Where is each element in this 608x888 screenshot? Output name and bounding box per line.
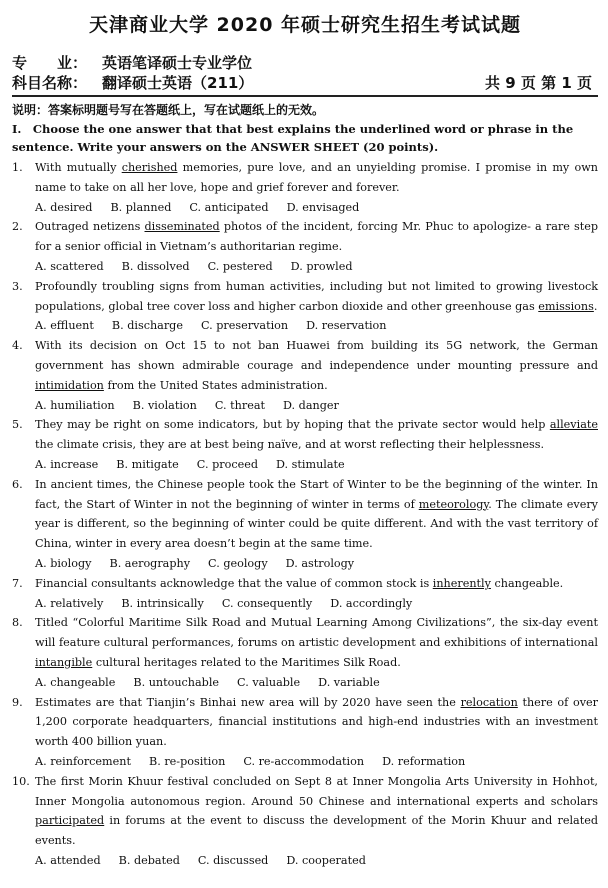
answer-option: A. reinforcement — [35, 754, 131, 768]
question-stem — [12, 475, 598, 554]
answer-option: D. reformation — [382, 754, 466, 768]
question-text — [35, 772, 598, 851]
major-row — [12, 53, 598, 73]
answer-option: B. mitigate — [116, 457, 179, 471]
question-list — [12, 158, 598, 871]
answer-option: A. scattered — [35, 259, 104, 273]
question-item — [12, 613, 598, 692]
question-number: 2. — [12, 220, 23, 234]
question-text-before: Profoundly troubling signs from human activities, including but not limited to growing livestock populations, global tree cover loss and higher carbon dioxide and other greenhouse gas — [35, 279, 598, 313]
answer-option: D. stimulate — [275, 457, 345, 471]
exam-title: 天津商业大学 2020 年硕士研究生招生考试试题 — [88, 14, 522, 36]
question-text-after: in forums at the event to discuss the development of the Morin Khuur and related events. — [35, 814, 598, 848]
answer-option: B. dissolved — [121, 259, 190, 273]
subject-row — [12, 73, 598, 93]
question-item — [12, 158, 598, 217]
answer-option: C. valuable — [237, 675, 301, 689]
answer-option: A. effluent — [35, 319, 94, 333]
answer-options — [12, 455, 598, 475]
question-text — [35, 277, 598, 317]
answer-option: B. untouchable — [133, 675, 220, 689]
question-number: 10. — [12, 774, 30, 788]
answer-options — [12, 257, 598, 277]
question-text-after: changeable. — [490, 576, 564, 590]
question-item — [12, 693, 598, 772]
question-text-after: from the United States administration. — [103, 378, 328, 392]
answer-note: 说明：答案标明题号写在答题纸上，写在试题纸上的无效。 — [12, 103, 325, 117]
answer-option: A. attended — [35, 853, 101, 867]
question-text-after: the climate crisis, they are at best being naïve, and at worst reflecting their helplessness. — [35, 438, 545, 452]
question-text-after: photos of the incident, forcing Mr. Phuc to apologize- a rare step for a senior official in Vietnam’s authoritarian regime. — [35, 220, 599, 254]
question-number: 4. — [12, 339, 23, 353]
answer-option: C. anticipated — [189, 200, 269, 214]
underlined-term: inherently — [432, 576, 491, 590]
underlined-term: alleviate — [549, 418, 598, 432]
answer-option: B. violation — [132, 398, 197, 412]
answer-option: C. proceed — [196, 457, 258, 471]
question-item — [12, 475, 598, 574]
answer-option: A. biology — [35, 556, 92, 570]
answer-option: C. pestered — [207, 259, 273, 273]
answer-option: D. cooperated — [286, 853, 366, 867]
question-text-before: Estimates are that Tianjin’s Binhai new area will by 2020 have seen the — [35, 695, 461, 709]
answer-option: D. astrology — [285, 556, 355, 570]
question-text-before: Outraged netizens — [35, 220, 145, 234]
answer-option: D. prowled — [290, 259, 353, 273]
question-item — [12, 772, 598, 871]
question-text — [35, 613, 598, 672]
underlined-term: participated — [35, 814, 105, 828]
answer-option: B. discharge — [111, 319, 183, 333]
question-stem — [12, 772, 598, 851]
answer-options — [12, 594, 598, 614]
answer-option: C. consequently — [221, 596, 313, 610]
question-text-before: Titled “Colorful Maritime Silk Road and Mutual Learning Among Civilizations”, the six-day event will feature cultural performances, forums on artistic development and exhibitions of international — [35, 616, 598, 650]
underlined-term: cherished — [121, 161, 178, 174]
question-number: 7. — [12, 576, 23, 590]
page-info: 共 9 页 第 1 页 — [485, 74, 592, 92]
underlined-term: intangible — [35, 655, 93, 669]
question-stem — [12, 613, 598, 672]
answer-option: A. relatively — [35, 596, 104, 610]
answer-option: B. planned — [110, 200, 172, 214]
underlined-term: emissions — [538, 299, 594, 313]
answer-option: A. changeable — [35, 675, 116, 689]
question-number: 8. — [12, 616, 23, 630]
answer-option: B. intrinsically — [121, 596, 204, 610]
question-text-before: The first Morin Khuur festival concluded on Sept 8 at Inner Mongolia Arts University in Hohhot, Inner Mongolia autonomous region. Around 50 Chinese and international experts and scholars — [35, 774, 598, 808]
underlined-term: meteorology — [418, 497, 489, 511]
question-text-before: With mutually — [35, 161, 122, 174]
question-stem — [12, 336, 598, 395]
answer-option: A. increase — [35, 457, 99, 471]
question-text-before: In ancient times, the Chinese people took the Start of Winter to be the beginning of the winter. In fact, the Start of Winter in not the beginning of winter in terms of — [35, 477, 598, 511]
question-item — [12, 574, 598, 614]
question-text-after: . The climate every year is different, so the beginning of winter could be quite different. And with the vast territory of China, winter in every area doesn’t begin at the same time. — [35, 497, 599, 551]
answer-option: B. debated — [118, 853, 180, 867]
question-text-after: cultural heritages related to the Maritimes Silk Road. — [92, 655, 401, 669]
answer-option: D. envisaged — [286, 200, 360, 214]
question-number: 9. — [12, 695, 23, 709]
answer-option: C. threat — [214, 398, 265, 412]
answer-options — [12, 673, 598, 693]
question-text — [35, 415, 598, 455]
question-number: 5. — [12, 418, 23, 432]
answer-option: A. humiliation — [35, 398, 115, 412]
question-text — [35, 336, 598, 395]
question-text-after: there of over 1,200 corporate headquarters, financial institutions and high-end industries with an investment worth 400 billion yuan. — [35, 695, 598, 749]
question-number: 6. — [12, 477, 23, 491]
answer-options — [12, 198, 598, 218]
question-text-before: They may be right on some indicators, but by hoping that the private sector would help — [35, 418, 550, 432]
answer-option: C. re-accommodation — [243, 754, 365, 768]
subject-value: 翻译硕士英语（211） — [102, 74, 254, 92]
answer-option: D. accordingly — [330, 596, 413, 610]
question-text-after: memories, pure love, and an unyielding promise. I promise in my own name to take on all her love, hope and grief forever and forever. — [35, 161, 598, 194]
question-stem — [12, 415, 598, 455]
header-rule — [12, 95, 598, 97]
question-item — [12, 336, 598, 415]
question-item — [12, 277, 598, 336]
section-instruction: I. Choose the one answer that that best explains the underlined word or phrase in the sentence. Write your answers on the ANSWER SHEET (20 points). — [12, 122, 574, 154]
answer-option: D. reservation — [306, 319, 387, 333]
answer-option: B. re-position — [148, 754, 226, 768]
underlined-term: disseminated — [144, 220, 220, 234]
answer-option: C. preservation — [200, 319, 289, 333]
major-label: 专 业： — [12, 54, 88, 72]
answer-option: C. discussed — [197, 853, 269, 867]
answer-option: A. desired — [35, 200, 93, 214]
answer-options — [12, 396, 598, 416]
question-text-before: With its decision on Oct 15 to not ban Huawei from building its 5G network, the German government has shown admirable courage and independence under mounting pressure and — [35, 339, 598, 372]
answer-option: D. variable — [318, 675, 380, 689]
question-stem — [12, 574, 598, 594]
question-text — [35, 217, 598, 257]
question-text — [35, 574, 598, 594]
answer-options — [12, 752, 598, 772]
answer-options — [12, 554, 598, 574]
question-text — [35, 158, 598, 198]
answer-option: D. danger — [282, 398, 339, 412]
subject-label: 科目名称： — [12, 74, 88, 92]
question-text — [35, 693, 598, 752]
answer-option: B. aerography — [109, 556, 191, 570]
major-value: 英语笔译硕士专业学位 — [102, 54, 253, 72]
question-item — [12, 217, 598, 276]
question-stem — [12, 158, 598, 198]
answer-options — [12, 851, 598, 871]
question-stem — [12, 693, 598, 752]
question-stem — [12, 277, 598, 317]
question-text-before: Financial consultants acknowledge that the value of common stock is — [35, 576, 433, 590]
underlined-term: intimidation — [35, 378, 104, 392]
answer-option: C. geology — [208, 556, 268, 570]
answer-options — [12, 316, 598, 336]
question-item — [12, 415, 598, 474]
underlined-term: relocation — [460, 695, 518, 709]
question-text — [35, 475, 598, 554]
question-text-after: . — [593, 299, 598, 313]
question-number: 1. — [12, 161, 23, 174]
question-stem — [12, 217, 598, 257]
question-number: 3. — [12, 279, 23, 293]
